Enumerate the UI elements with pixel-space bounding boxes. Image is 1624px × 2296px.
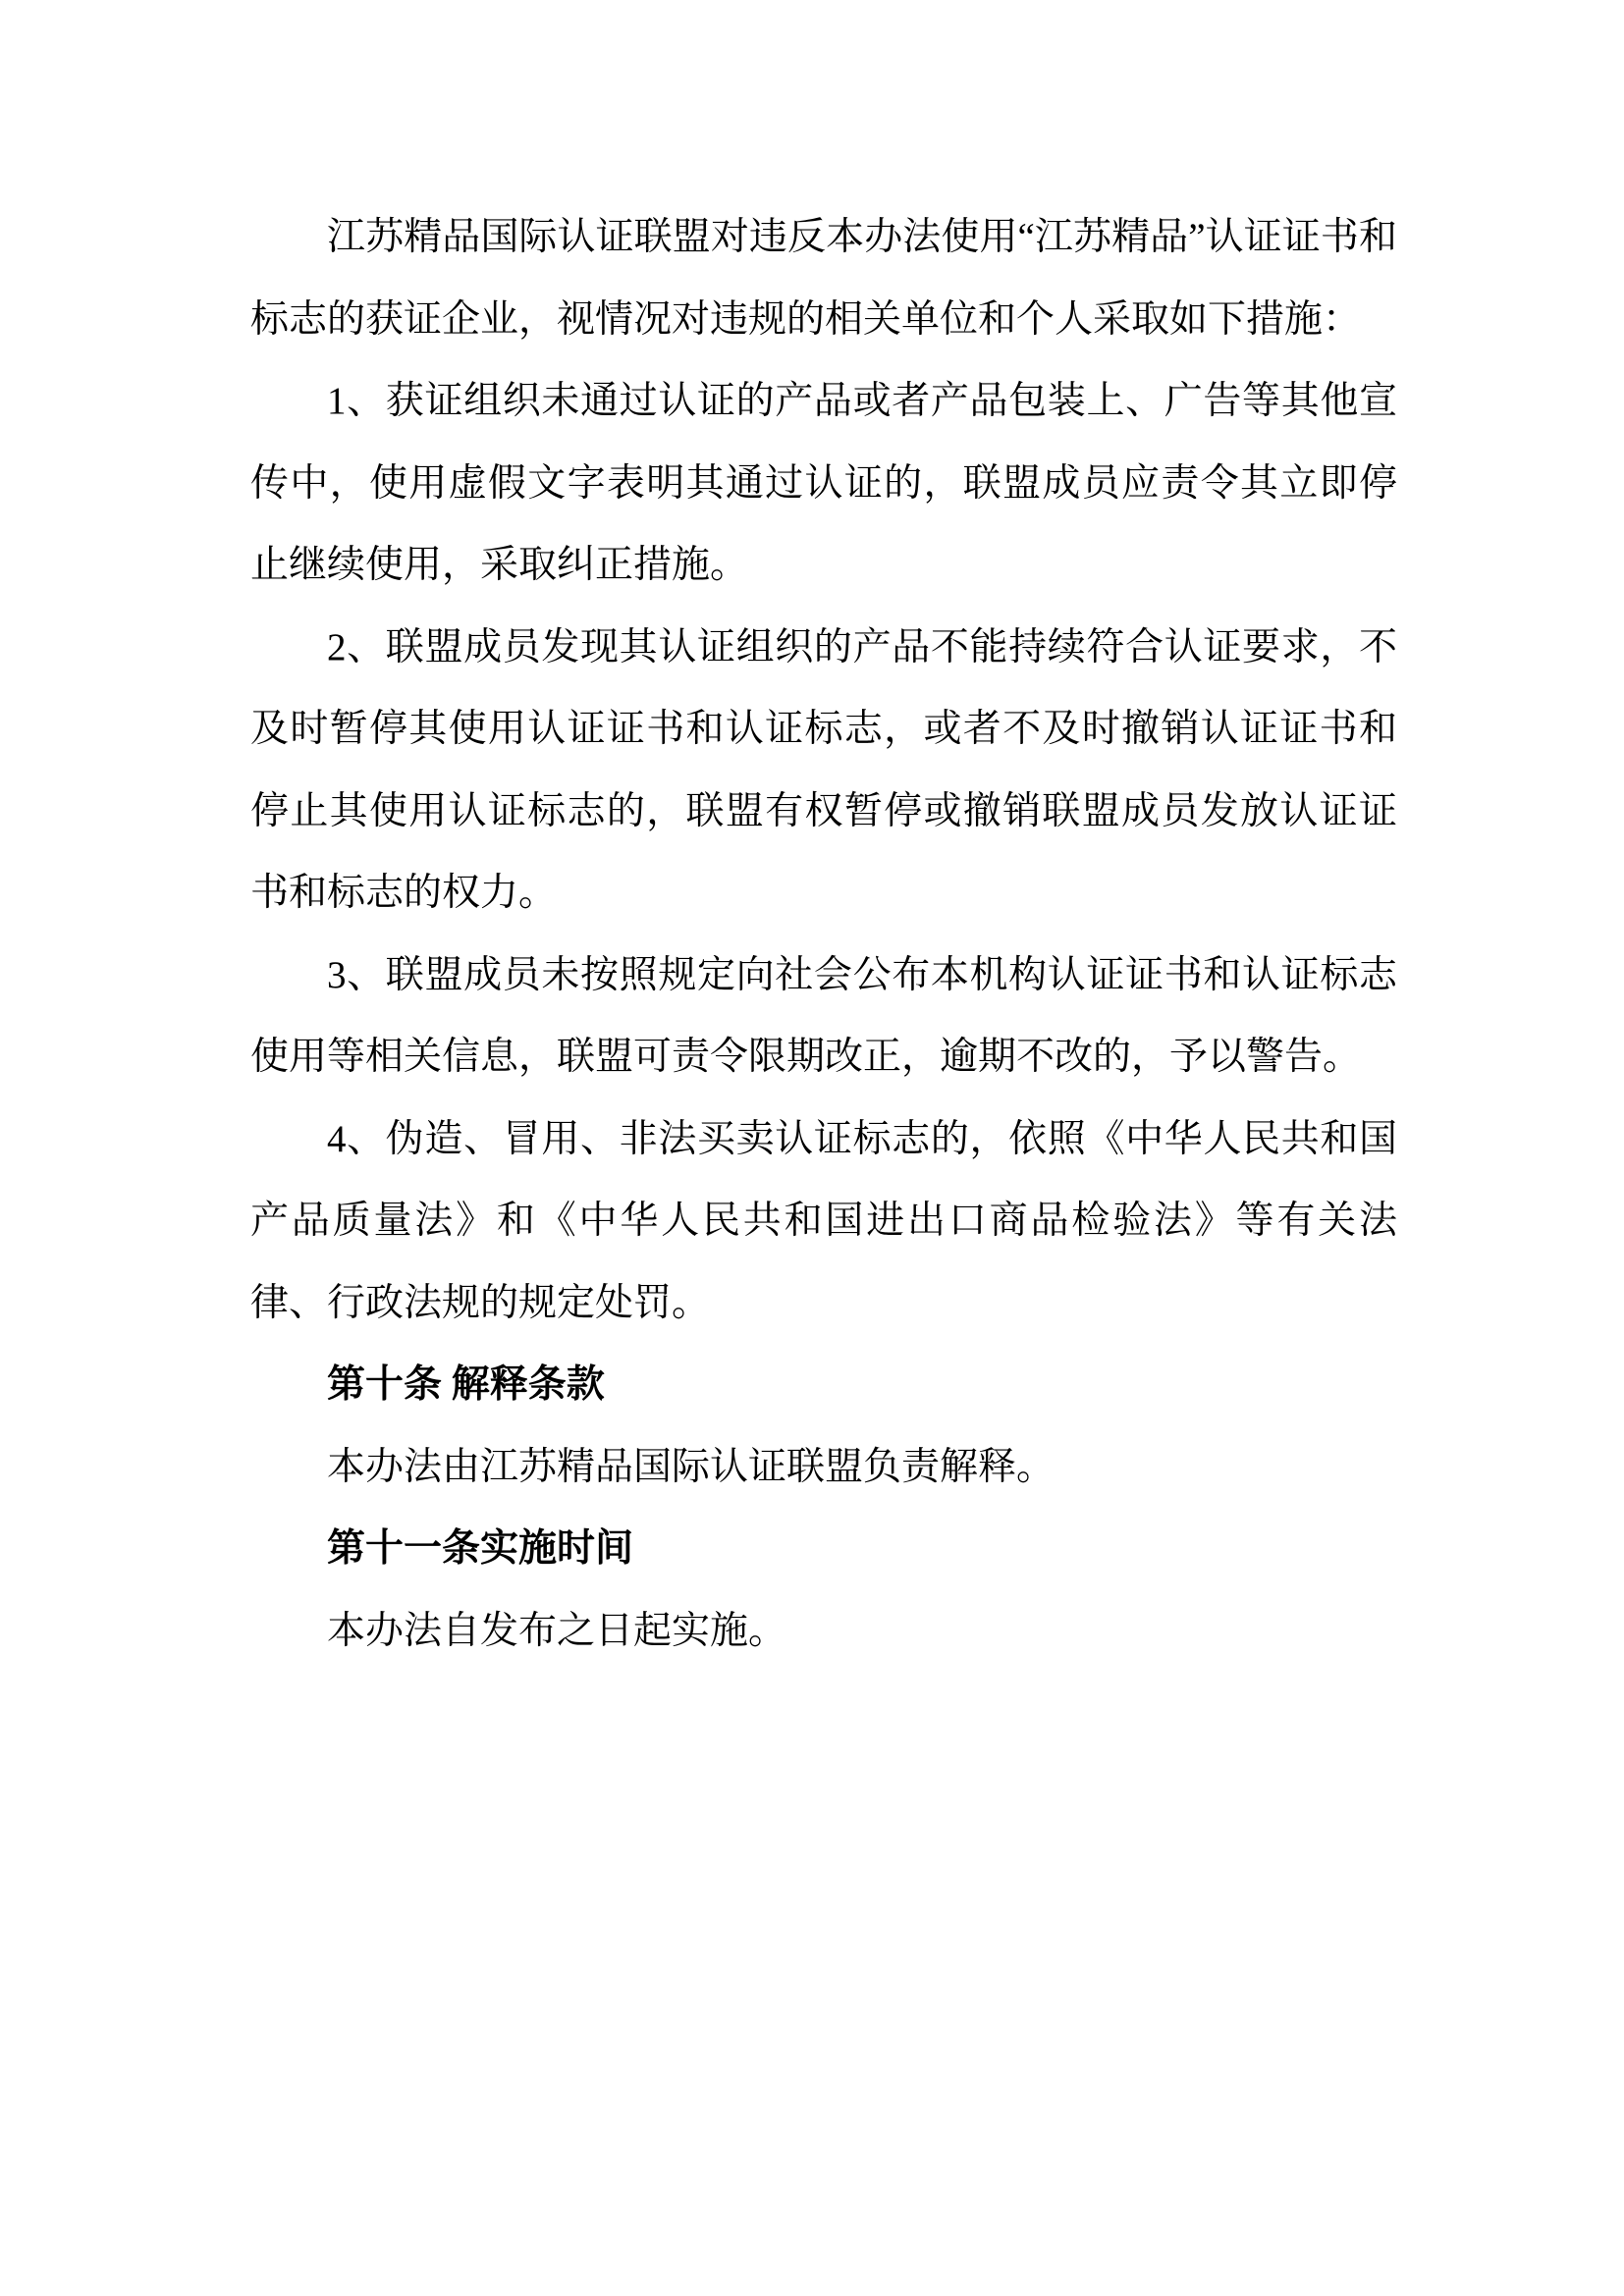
measure-item-4: 4、伪造、冒用、非法买卖认证标志的，依照《中华人民共和国产品质量法》和《中华人民共和国进出口商品检验法》等有关法律、行政法规的规定处罚。 <box>250 1117 1397 1324</box>
paragraph-measures-intro: 江苏精品国际认证联盟对违反本办法使用“江苏精品”认证证书和标志的获证企业，视情况对违规的相关单位和个人采取如下措施： <box>250 216 1397 341</box>
paragraph-article-11-body: 本办法自发布之日起实施。 <box>327 1609 787 1652</box>
measure-item-3: 3、联盟成员未按照规定向社会公布本机构认证证书和认证标志使用等相关信息，联盟可责令限期改正，逾期不改的，予以警告。 <box>250 953 1397 1078</box>
measure-item-2: 2、联盟成员发现其认证组织的产品不能持续符合认证要求，不及时暂停其使用认证证书和认证标志，或者不及时撤销认证证书和停止其使用认证标志的，联盟有权暂停或撤销联盟成员发放认证证书和标志的权力。 <box>250 625 1397 914</box>
heading-article-10: 第十条 解释条款 <box>327 1363 605 1406</box>
measure-item-1: 1、获证组织未通过认证的产品或者产品包装上、广告等其他宣传中，使用虚假文字表明其通过认证的，联盟成员应责令其立即停止继续使用，采取纠正措施。 <box>250 380 1397 586</box>
paragraph-article-10-body: 本办法由江苏精品国际认证联盟负责解释。 <box>327 1445 1056 1488</box>
document-content <box>250 196 1397 1672</box>
heading-article-11: 第十一条实施时间 <box>327 1527 634 1570</box>
